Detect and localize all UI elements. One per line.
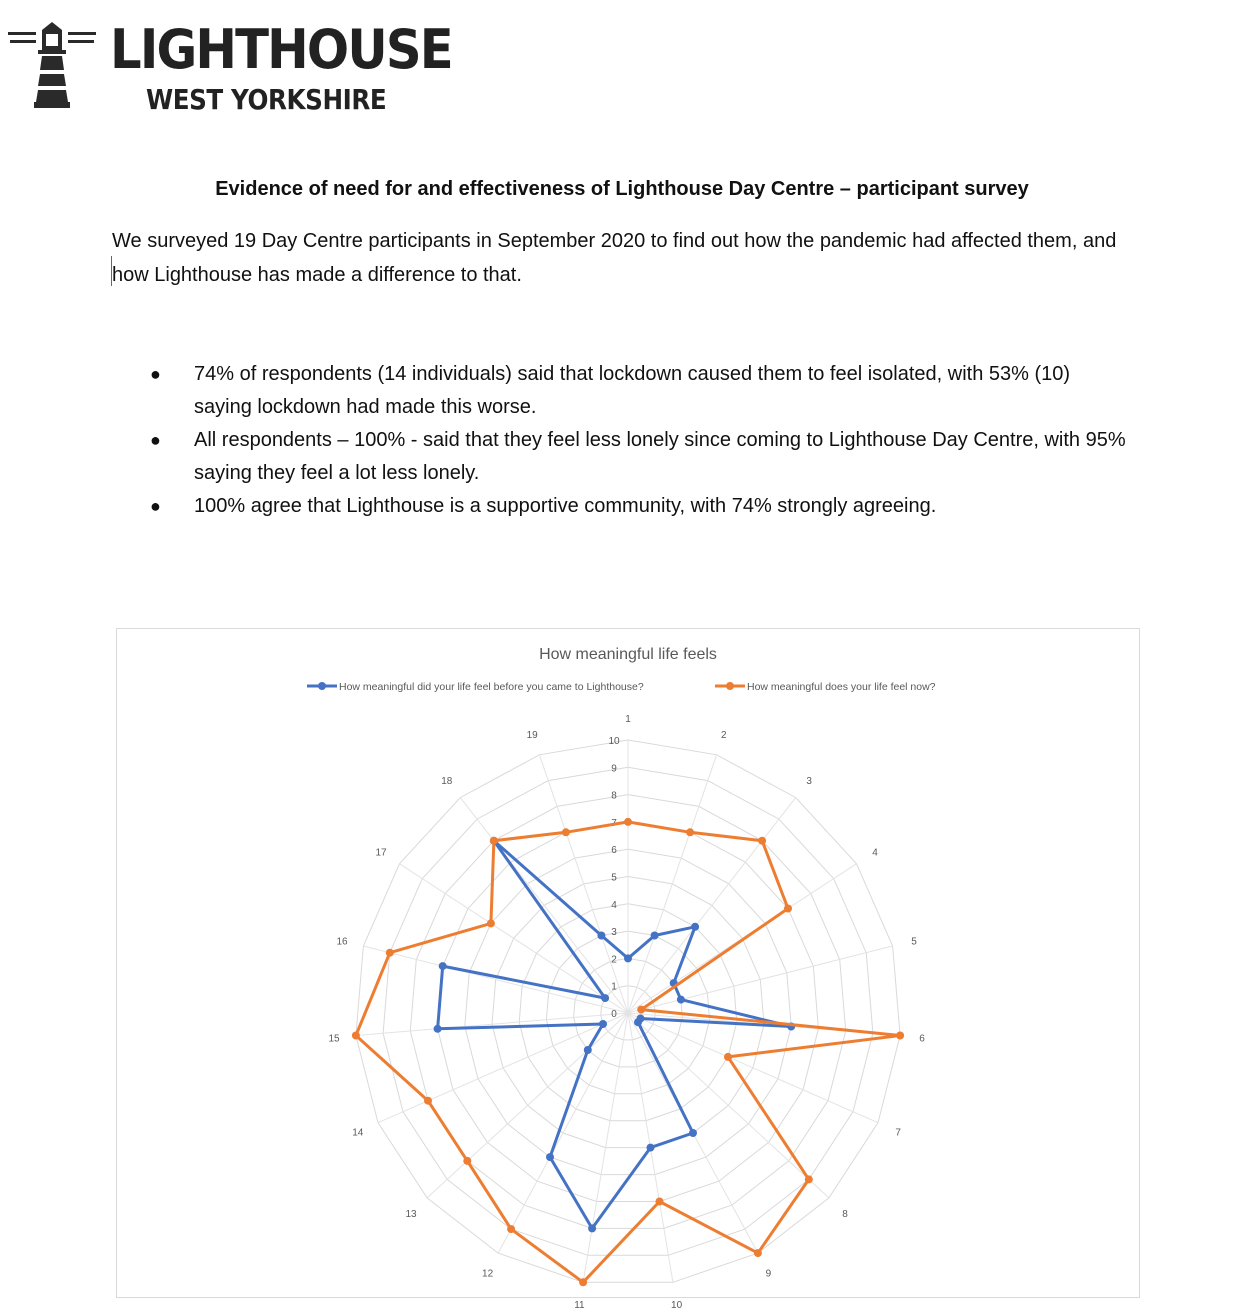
bullet-item	[150, 358, 1130, 424]
data-point	[424, 1097, 432, 1105]
grid-spoke	[498, 1013, 628, 1253]
grid-spoke	[628, 755, 717, 1013]
legend-swatch-marker	[726, 682, 734, 690]
radar-chart-svg	[117, 629, 1139, 1311]
category-label: 6	[919, 1033, 925, 1045]
category-label: 14	[352, 1127, 364, 1139]
grid-spoke	[628, 798, 796, 1013]
logo	[6, 10, 452, 116]
category-label: 4	[872, 847, 878, 859]
bullet-text: 74% of respondents (14 individuals) said that lockdown caused them to feel isolated, with 53% (10) saying lockdown had made this worse.	[194, 363, 1071, 418]
bullet-text: 100% agree that Lighthouse is a supportive community, with 74% strongly agreeing.	[194, 495, 937, 517]
category-label: 1	[625, 714, 631, 725]
data-point	[634, 1018, 642, 1026]
radial-tick-label: 5	[611, 872, 617, 884]
data-point	[584, 1046, 592, 1054]
legend-swatch-marker	[318, 682, 326, 690]
legend-label: How meaningful does your life feel now?	[747, 681, 936, 693]
data-point	[758, 837, 766, 845]
data-point	[601, 994, 609, 1002]
legend-label: How meaningful did your life feel before you came to Lighthouse?	[339, 681, 644, 693]
data-point	[651, 932, 659, 940]
document-title: Evidence of need for and effectiveness of Lighthouse Day Centre – participant survey	[215, 178, 1029, 200]
radial-tick-label: 1	[611, 981, 617, 993]
data-point	[579, 1278, 587, 1286]
data-point	[784, 905, 792, 913]
bullet-text: All respondents – 100% - said that they feel less lonely since coming to Lighthouse Day Centre, with 95% saying they feel a lot less lonely.	[194, 429, 1126, 484]
data-point	[686, 828, 694, 836]
intro-paragraph: We surveyed 19 Day Centre participants in September 2020 to find out how the pandemic had affected them, and how Lighthouse has made a difference to that.	[112, 230, 1117, 286]
bullet-list	[150, 358, 1130, 523]
category-label: 11	[574, 1300, 585, 1311]
category-label: 18	[441, 776, 453, 788]
data-point	[624, 818, 632, 826]
data-point	[677, 996, 685, 1004]
data-point	[689, 1129, 697, 1137]
logo-subtitle: WEST YORKSHIRE	[146, 83, 387, 116]
data-point	[647, 1144, 655, 1152]
data-point	[434, 1025, 442, 1033]
data-point	[386, 949, 394, 957]
category-label: 16	[336, 936, 348, 948]
data-point	[805, 1175, 813, 1183]
radial-tick-label: 2	[611, 954, 617, 966]
data-point	[490, 837, 498, 845]
data-point	[487, 919, 495, 927]
radial-tick-label: 7	[611, 817, 617, 829]
data-point	[691, 923, 699, 931]
grid-spoke	[460, 798, 628, 1013]
data-point	[507, 1225, 515, 1233]
grid-spoke	[400, 864, 629, 1013]
grid-spoke	[628, 946, 893, 1013]
data-point	[562, 828, 570, 836]
data-point	[597, 932, 605, 940]
data-point	[588, 1224, 596, 1232]
bullet-marker: ●	[150, 496, 161, 516]
radial-tick-label: 8	[611, 790, 617, 802]
bullet-marker: ●	[150, 364, 161, 384]
bullet-item	[150, 424, 1130, 490]
category-label: 2	[721, 730, 727, 741]
data-point	[352, 1032, 360, 1040]
category-label: 19	[526, 730, 538, 741]
category-label: 12	[482, 1268, 494, 1280]
data-point	[599, 1020, 607, 1028]
data-point	[637, 1006, 645, 1014]
text-cursor	[111, 256, 112, 286]
data-point	[656, 1198, 664, 1206]
category-label: 10	[671, 1300, 683, 1311]
data-point	[754, 1249, 762, 1257]
radial-tick-label: 6	[611, 845, 617, 857]
category-label: 7	[895, 1127, 901, 1139]
category-label: 3	[806, 776, 812, 788]
grid-spoke	[628, 1013, 829, 1198]
radar-chart	[116, 628, 1140, 1311]
category-label: 5	[911, 936, 917, 948]
category-label: 15	[328, 1033, 340, 1045]
bullet-marker: ●	[150, 430, 161, 450]
data-point	[724, 1053, 732, 1061]
radial-tick-label: 3	[611, 927, 617, 939]
data-point	[546, 1153, 554, 1161]
chart-title: How meaningful life feels	[539, 646, 717, 663]
lighthouse-icon	[6, 10, 102, 110]
grid-spoke	[427, 1013, 628, 1198]
category-label: 8	[842, 1208, 848, 1220]
radial-tick-label: 10	[608, 736, 620, 747]
grid-spoke	[363, 946, 628, 1013]
grid-spoke	[378, 1013, 628, 1123]
category-label: 17	[375, 847, 387, 859]
data-point	[439, 962, 447, 970]
data-point	[624, 954, 632, 962]
radial-tick-label: 0	[611, 1009, 617, 1020]
radial-tick-label: 4	[611, 899, 617, 911]
logo-title: LIGHTHOUSE	[110, 18, 452, 81]
bullet-item	[150, 490, 1130, 523]
data-point	[896, 1032, 904, 1040]
category-label: 13	[405, 1208, 417, 1220]
radial-tick-label: 9	[611, 763, 617, 775]
data-point	[463, 1157, 471, 1165]
category-label: 9	[765, 1268, 772, 1280]
